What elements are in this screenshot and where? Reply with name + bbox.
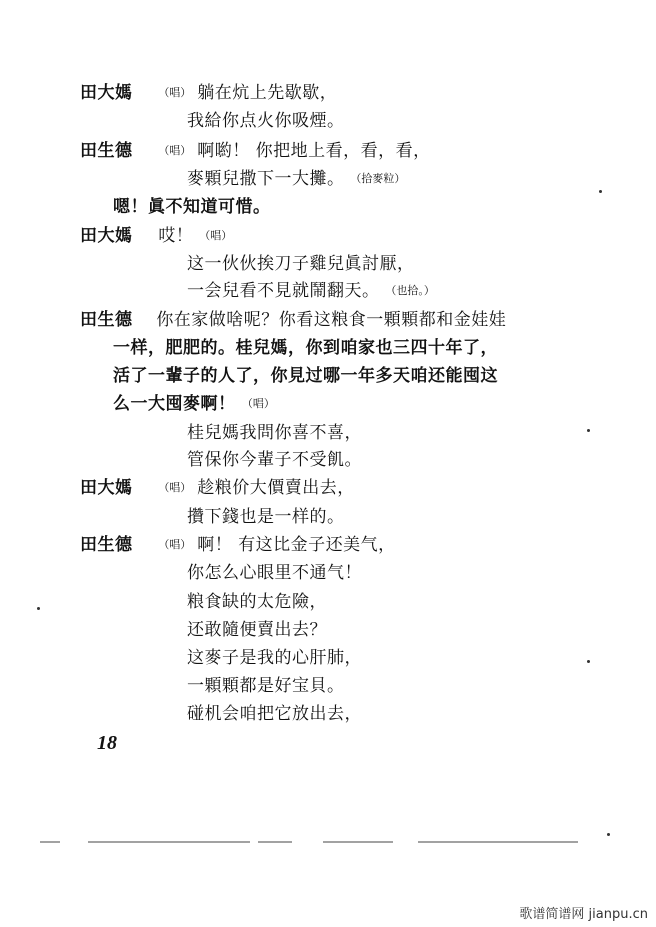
line-2 <box>187 110 345 132</box>
line-21 <box>187 647 362 669</box>
scan-dot <box>607 833 610 836</box>
stage-direction: （唱） <box>241 397 275 410</box>
dialogue-text: 粮食缺的太危險， <box>187 592 327 612</box>
stage-direction: （唱） <box>158 481 192 494</box>
dialogue-text: 你怎么心眼里不通气！ <box>187 563 362 583</box>
stage-direction: （唱） <box>158 86 192 99</box>
dialogue-text: 这一伙伙挨刀子雞兒眞討厭， <box>187 254 415 274</box>
scan-rule-4 <box>323 841 393 843</box>
line-23 <box>187 703 362 725</box>
dialogue-text: 一样，肥肥的。桂兒媽，你到咱家也三四十年了， <box>113 338 498 358</box>
scan-rule-3 <box>258 841 292 843</box>
dialogue-text: 麥顆兒撒下一大攤。 <box>187 169 345 189</box>
dialogue-text: 啊！ 有这比金子还美气， <box>197 535 396 555</box>
line-22 <box>187 675 345 697</box>
dialogue-text: 哎！ <box>158 226 194 246</box>
dialogue-text: 你在家做啥呢？你看这粮食一顆顆都和金娃娃 <box>156 310 507 330</box>
dialogue-text: 桂兒媽我問你喜不喜， <box>187 423 362 443</box>
line-1 <box>80 82 337 104</box>
line-16 <box>187 506 345 528</box>
speaker-name: 田大媽 <box>80 478 133 498</box>
line-14 <box>187 449 362 471</box>
dialogue-text: 趁粮价大價賣出去， <box>197 478 355 498</box>
line-11 <box>113 365 498 387</box>
dialogue-text: 么一大囤麥啊！ <box>113 394 236 414</box>
dialogue-text: 一顆顆都是好宝貝。 <box>187 676 345 696</box>
scan-rule-2 <box>88 841 250 843</box>
scan-rule-5 <box>418 841 578 843</box>
line-6 <box>80 225 232 247</box>
dialogue-text: 还敢隨便賣出去？ <box>187 620 327 640</box>
speaker-name: 田生德 <box>80 535 133 555</box>
scan-rule-1 <box>40 841 60 843</box>
scan-dot <box>587 429 590 432</box>
stage-direction: （唱） <box>158 144 192 157</box>
speaker-name: 田大媽 <box>80 83 133 103</box>
line-10 <box>113 337 498 359</box>
speaker-name: 田生德 <box>80 310 133 330</box>
dialogue-text: 活了一輩子的人了，你見过哪一年多天咱还能囤这 <box>113 366 498 386</box>
line-9 <box>80 309 506 331</box>
line-12 <box>113 393 275 415</box>
dialogue-text: 啊喲！ 你把地上看，看，看， <box>197 141 431 161</box>
dialogue-text: 嗯！眞不知道可惜。 <box>113 197 271 217</box>
speaker-name: 田大媽 <box>80 226 133 246</box>
stage-direction: （唱） <box>158 538 192 551</box>
page-number: 18 <box>97 732 117 754</box>
line-3 <box>80 140 431 162</box>
scan-dot <box>599 190 602 193</box>
stage-direction: （也拾。） <box>385 284 435 297</box>
dialogue-text: 攢下錢也是一样的。 <box>187 507 345 527</box>
line-20 <box>187 619 327 641</box>
line-18 <box>187 562 362 584</box>
line-5 <box>113 196 271 218</box>
dialogue-text: 一会兒看不見就鬧翻天。 <box>187 281 380 301</box>
line-15 <box>80 477 355 499</box>
dialogue-text: 管保你今輩子不受飢。 <box>187 450 362 470</box>
dialogue-text: 躺在炕上先歇歇， <box>197 83 338 103</box>
line-17 <box>80 534 396 556</box>
scan-dot <box>587 660 590 663</box>
line-7 <box>187 253 415 275</box>
line-13 <box>187 422 362 444</box>
line-19 <box>187 591 327 613</box>
dialogue-text: 碰机会咱把它放出去， <box>187 704 362 724</box>
dialogue-text: 这麥子是我的心肝肺， <box>187 648 362 668</box>
dialogue-text: 我給你点火你吸煙。 <box>187 111 345 131</box>
stage-direction: （拾麥粒） <box>350 172 406 185</box>
line-8 <box>187 280 435 302</box>
speaker-name: 田生德 <box>80 141 133 161</box>
watermark: 歌谱简谱网 jianpu.cn <box>519 907 648 922</box>
stage-direction: （唱） <box>199 229 233 242</box>
line-4 <box>187 168 405 190</box>
scan-dot <box>37 607 40 610</box>
